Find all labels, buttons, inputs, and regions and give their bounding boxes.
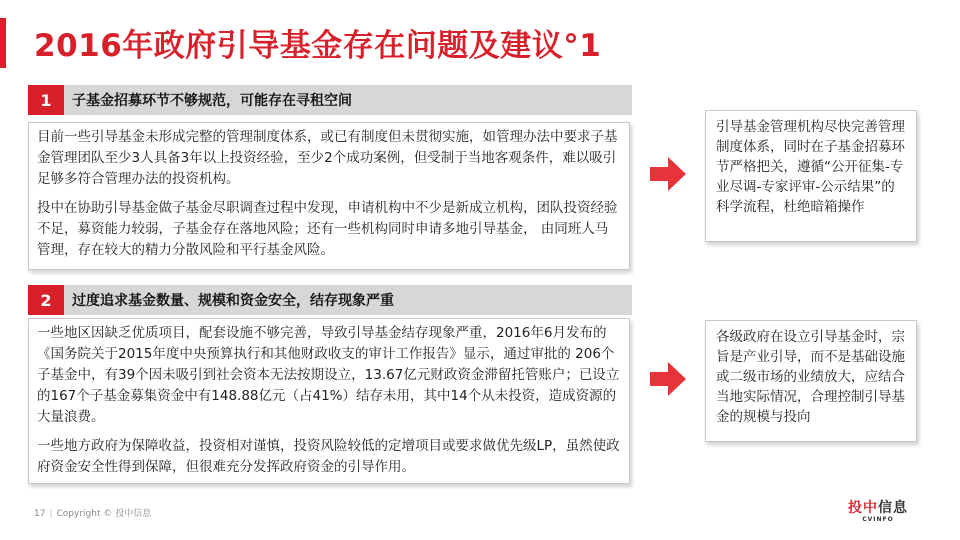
section-2-number: 2 bbox=[28, 285, 64, 315]
footer-separator: | bbox=[49, 509, 53, 519]
section-1-paragraph-2: 投中在协助引导基金做子基金尽职调查过程中发现，申请机构中不少是新成立机构，团队投资经验不足，募资能力较弱，子基金存在落地风险；还有一些机构同时申请多地引导基金， 由同班人马管理，存在较大的精力分散风险和平行基金风险。 bbox=[37, 200, 618, 258]
section-2-suggestion: 各级政府在设立引导基金时，宗旨是产业引导，而不是基础设施或二级市场的业绩放大，应结合当地实际情况，合理控制引导基金的规模与投向 bbox=[705, 320, 917, 442]
page-number: 17 bbox=[34, 509, 46, 519]
section-2-header bbox=[28, 285, 632, 315]
logo-english: CVINFO bbox=[862, 516, 894, 523]
logo-chinese bbox=[838, 500, 918, 516]
page-title: 2016年政府引导基金存在问题及建议°1 bbox=[34, 28, 602, 64]
section-1-paragraph-1: 目前一些引导基金未形成完整的管理制度体系，或已有制度但未贯彻实施，如管理办法中要求子基金管理团队至少3人具备3年以上投资经验，至少2个成功案例，但受制于当地客观条件，难以吸引足够多符合管理办法的投资机构。 bbox=[37, 129, 618, 187]
section-1-number: 1 bbox=[28, 85, 64, 115]
section-1-content bbox=[28, 122, 630, 270]
section-2-title: 过度追求基金数量、规模和资金安全，结存现象严重 bbox=[72, 293, 394, 309]
copyright-text: Copyright © 投中信息 bbox=[56, 509, 152, 519]
section-1-suggestion: 引导基金管理机构尽快完善管理制度体系，同时在子基金招募环节严格把关，遵循“公开征集-专业尽调-专家评审-公示结果”的科学流程，杜绝暗箱操作 bbox=[705, 110, 917, 242]
section-2-paragraph-1: 一些地区因缺乏优质项目，配套设施不够完善，导致引导基金结存现象严重，2016年6月发布的《国务院关于2015年度中央预算执行和其他财政收支的审计工作报告》显示，通过审批的 206个子基金中，有39个因未吸引到社会资本无法按期设立，13.67亿元财政资金滞留托管账户；已设立的167个子基金募集资金中有148.88亿元（占41%）结存未用，其中14个从未投资，造成资源的大量浪费。 bbox=[37, 325, 620, 425]
accent-bar bbox=[0, 18, 6, 68]
section-2-paragraph-2: 一些地方政府为保障收益，投资相对谨慎，投资风险较低的定增项目或要求做优先级LP，虽然使政府资金安全性得到保障，但很难充分发挥政府资金的引导作用。 bbox=[37, 438, 620, 475]
logo-text-dark: 信息 bbox=[878, 500, 908, 516]
section-1-title: 子基金招募环节不够规范，可能存在寻租空间 bbox=[72, 93, 352, 109]
cvinfo-logo bbox=[838, 500, 918, 526]
section-2-content bbox=[28, 318, 630, 484]
arrow-right-icon bbox=[650, 362, 686, 396]
section-1-header bbox=[28, 85, 632, 115]
arrow-right-icon bbox=[650, 157, 686, 191]
footer bbox=[34, 506, 151, 519]
logo-text-red: 投中 bbox=[848, 500, 878, 516]
